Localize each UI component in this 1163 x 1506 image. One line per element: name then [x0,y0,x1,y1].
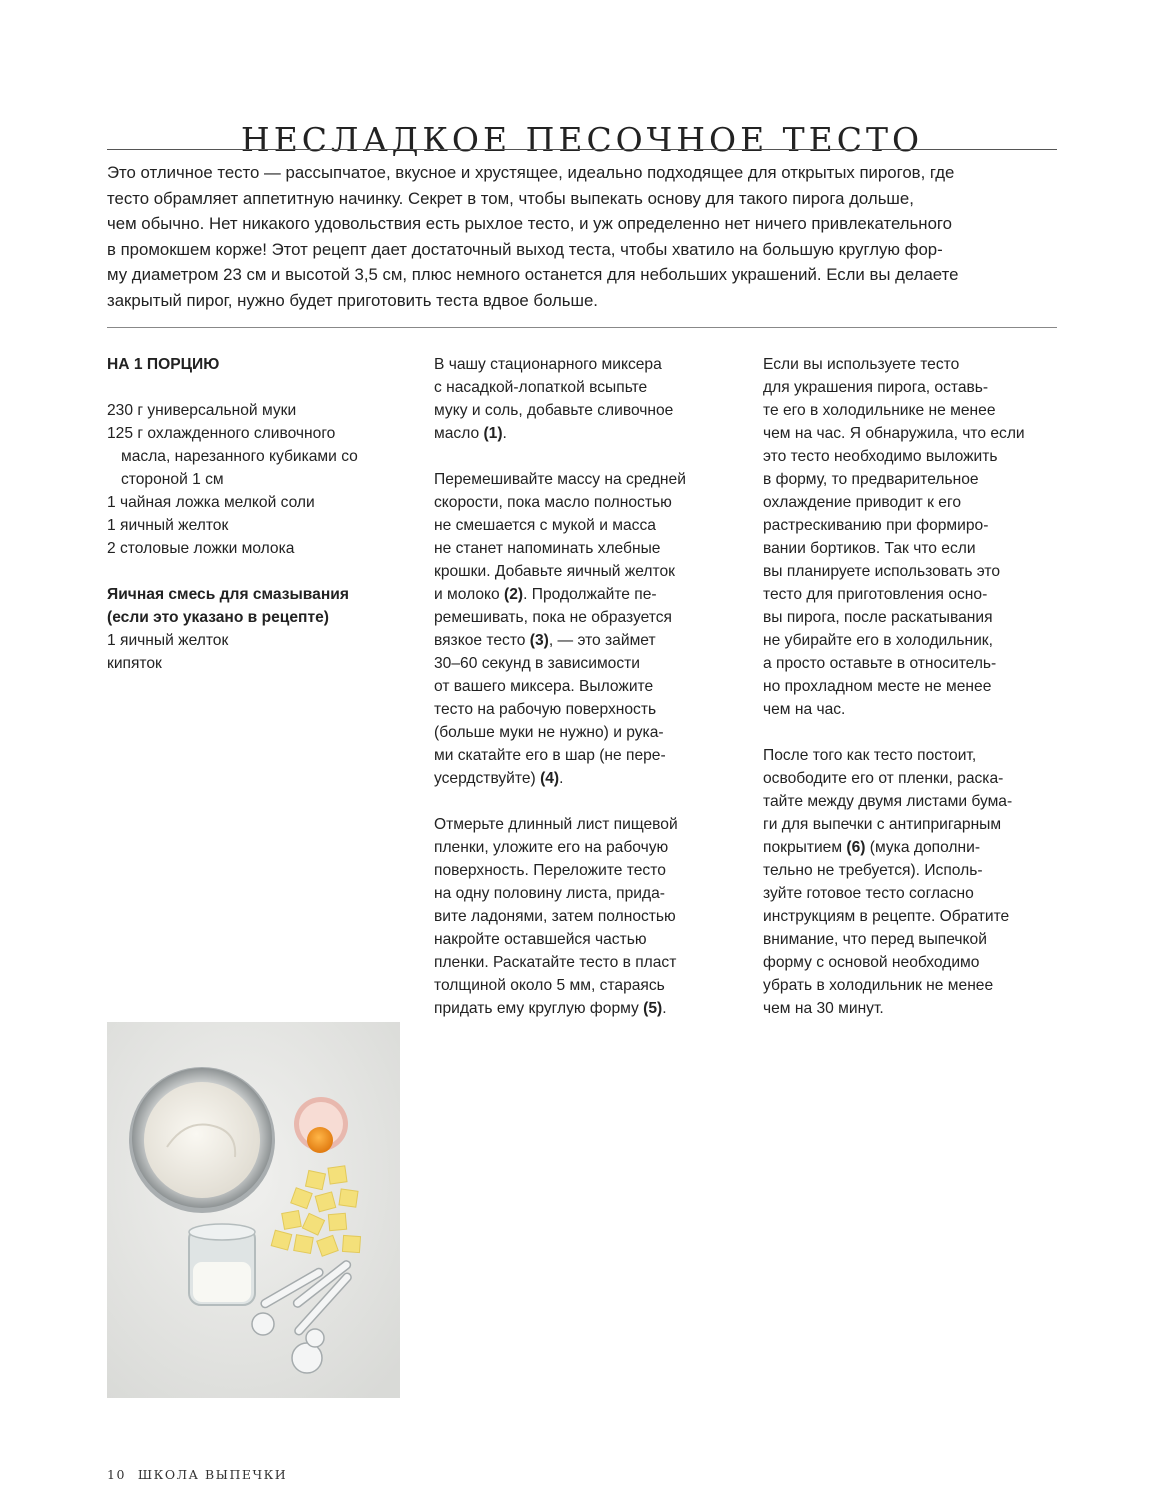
intro-divider [107,327,1057,328]
text-line: чем на 30 минут. [763,1000,884,1017]
egg-wash-item: 1 яичный желток [107,632,229,649]
text-line: растрескиванию при формиро- [763,517,989,534]
text-line: тайте между двумя листами бума- [763,793,1013,810]
intro-line: закрытый пирог, нужно будет приготовить теста вдвое больше. [107,290,598,310]
text-segment: масло [434,425,484,442]
flour-bowl [129,1067,275,1213]
photo-ref: (6) [846,839,866,856]
text-line [434,422,729,445]
text-line: ми скатайте его в шар (не пере- [434,747,666,764]
text-line: В чашу стационарного миксера [434,356,662,373]
text-segment: покрытием [763,839,847,856]
ingredient-item: 2 столовые ложки молока [107,540,295,557]
text-segment: (мука дополни- [865,839,981,856]
text-segment: вязкое тесто [434,632,530,649]
intro-line: чем обычно. Нет никакого удовольствия есть рыхлое тесто, и уж определенно нет ничего привлекательного [107,214,952,234]
section-title: ШКОЛА ВЫПЕЧКИ [137,1467,288,1482]
milk-jug [189,1224,255,1305]
step-paragraph-3 [434,813,729,1020]
text-line: не станет напоминать хлебные [434,540,661,557]
text-line: крошки. Добавьте яичный желток [434,563,675,580]
text-line: вы пирога, после раскатывания [763,609,993,626]
text-line: 30–60 секунд в зависимости [434,655,640,672]
text-line: вы планируете использовать это [763,563,1001,580]
text-line: толщиной около 5 мм, стараясь [434,977,665,994]
text-line [434,767,729,790]
text-line [434,997,729,1020]
ingredients-photo [107,1022,400,1398]
photo-ref: (2) [504,586,524,603]
text-line: пленки. Раскатайте тесто в пласт [434,954,677,971]
intro-line: му диаметром 23 см и высотой 3,5 см, плюс немного останется для небольших украшений. Если вы делаете [107,265,959,285]
page-title: НЕСЛАДКОЕ ПЕСОЧНОЕ ТЕСТО [240,120,924,160]
text-line: муку и соль, добавьте сливочное [434,402,674,419]
text-line [434,629,729,652]
text-segment: . [502,425,507,442]
photo-background [107,1022,400,1398]
text-line: ги для выпечки с антипригарным [763,816,1002,833]
page-number: 10 [107,1467,126,1482]
text-line: вите ладонями, затем полностью [434,908,676,925]
ingredients-column [107,353,372,675]
photo-ref: (4) [540,770,560,787]
text-line: скорости, пока масло полностью [434,494,672,511]
text-line: те его в холодильнике не менее [763,402,996,419]
text-line: внимание, что перед выпечкой [763,931,987,948]
text-line: поверхность. Переложите тесто [434,862,666,879]
text-line: чем на час. [763,701,846,718]
servings-heading: НА 1 ПОРЦИЮ [107,356,220,373]
egg-wash-item: кипяток [107,655,162,672]
intro-line: в промокшем корже! Этот рецепт дает достаточный выход теста, чтобы хватило на большую круглую фор- [107,239,943,259]
text-line: накройте оставшейся частью [434,931,647,948]
text-line: от вашего миксера. Выложите [434,678,654,695]
photo-ref: (3) [529,632,549,649]
text-line: не убирайте его в холодильник, [763,632,993,649]
text-line: ремешивать, пока не образуется [434,609,672,626]
text-line: тельно не требуется). Исполь- [763,862,983,879]
text-segment: . Продолжайте пе- [523,586,657,603]
text-segment: усердствуйте) [434,770,541,787]
text-line: с насадкой-лопаткой всыпьте [434,379,648,396]
text-line: чем на час. Я обнаружила, что если [763,425,1025,442]
text-line: тесто на рабочую поверхность [434,701,657,718]
text-line: охлаждение приводит к его [763,494,961,511]
text-line [763,836,1058,859]
text-line: для украшения пирога, оставь- [763,379,989,396]
photo-ref: (5) [643,1000,663,1017]
text-line: освободите его от пленки, раска- [763,770,1004,787]
text-line: но прохладном месте не менее [763,678,992,695]
text-segment: и молоко [434,586,505,603]
title-divider [107,149,1057,150]
text-line: пленки, уложите его на рабочую [434,839,669,856]
step-paragraph-2 [434,468,729,790]
text-line: вании бортиков. Так что если [763,540,976,557]
text-line: в форму, то предварительное [763,471,979,488]
text-line: тесто для приготовления осно- [763,586,988,603]
text-line: на одну половину листа, прида- [434,885,665,902]
text-line: После того как тесто постоит, [763,747,977,764]
text-line: убрать в холодильник не менее [763,977,994,994]
page-footer [107,1467,299,1482]
text-line: это тесто необходимо выложить [763,448,998,465]
intro-line: тесто обрамляет аппетитную начинку. Секрет в том, чтобы выпекать основу для такого пирога дольше, [107,188,914,208]
intro-paragraph [107,160,1067,314]
intro-line: Это отличное тесто — рассыпчатое, вкусное и хрустящее, идеально подходящее для открытых пирогов, где [107,163,955,182]
text-line: (больше муки не нужно) и рука- [434,724,664,741]
text-line: не смешается с мукой и масса [434,517,656,534]
egg-wash-heading-line: Яичная смесь для смазывания [107,586,349,603]
text-line: а просто оставьте в относитель- [763,655,997,672]
ingredient-item: 1 чайная ложка мелкой соли [107,494,315,511]
photo-ref: (1) [483,425,503,442]
text-line: форму с основой необходимо [763,954,980,971]
method-column-2 [763,353,1058,1043]
text-segment: придать ему круглую форму [434,1000,644,1017]
text-segment: . [559,770,564,787]
ingredient-item: 1 яичный желток [107,517,229,534]
step-paragraph-4 [763,353,1058,721]
text-line [434,583,729,606]
method-column-1 [434,353,729,1043]
step-paragraph-5 [763,744,1058,1020]
ingredient-item: 230 г универсальной муки [107,402,297,419]
egg-wash-heading-line: (если это указано в рецепте) [107,609,329,626]
text-line: Перемешивайте массу на средней [434,471,686,488]
egg-wash-heading [107,583,372,629]
ingredient-item: 125 г охлажденного сливочного масла, нарезанного кубиками со стороной 1 см [107,425,358,488]
text-line: инструкциям в рецепте. Обратите [763,908,1010,925]
text-segment: , — это займет [548,632,656,649]
text-line: зуйте готовое тесто согласно [763,885,974,902]
step-paragraph-1 [434,353,729,445]
text-line: Если вы используете тесто [763,356,960,373]
text-line: Отмерьте длинный лист пищевой [434,816,678,833]
text-segment: . [662,1000,667,1017]
